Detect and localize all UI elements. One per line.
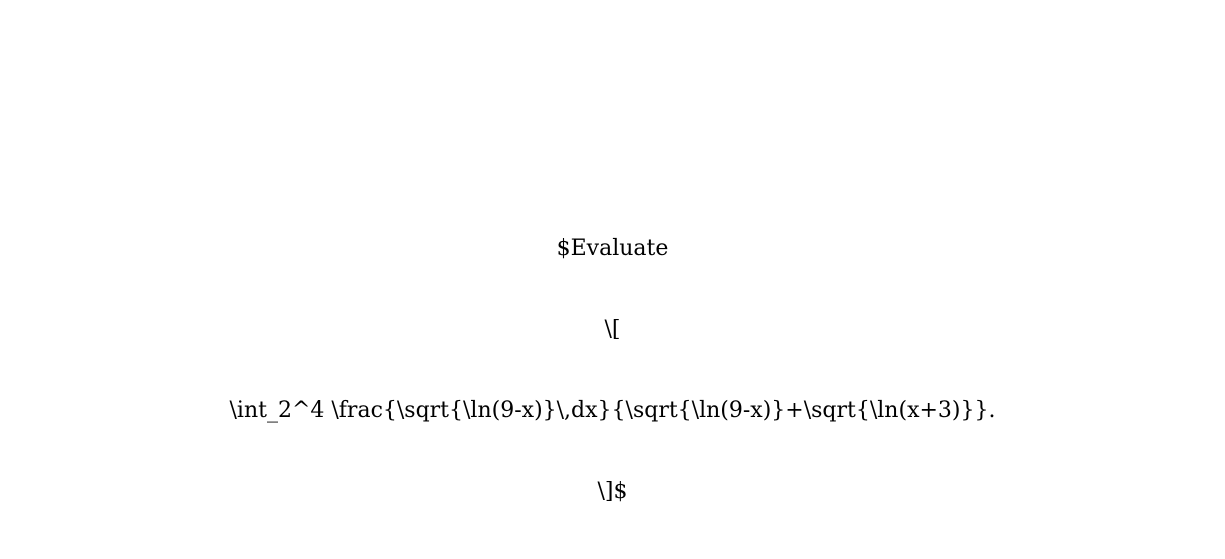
text-line-1: $Evaluate bbox=[556, 236, 669, 261]
text-line-4: \]$ bbox=[597, 479, 628, 504]
math-problem-text bbox=[0, 181, 1225, 559]
text-line-2: \[ bbox=[604, 317, 621, 342]
text-line-3: \int_2^4 \frac{\sqrt{\ln(9-x)}\,dx}{\sqrt{\ln(9-x)}+\sqrt{\ln(x+3)}}. bbox=[229, 398, 996, 423]
